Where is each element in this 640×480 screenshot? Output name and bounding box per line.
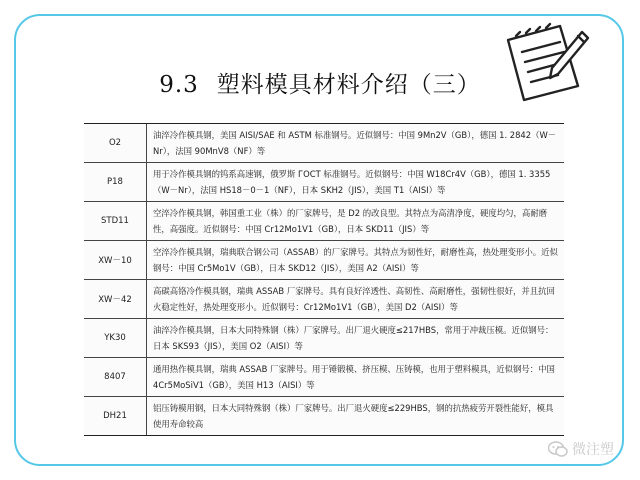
material-description: 铝压铸模用钢，日本大同特殊钢（株）厂家牌号。出厂退火硬度≤229HBS，钢的抗热疲劳开裂性能好，模具使用寿命较高 bbox=[153, 403, 554, 429]
material-code: O2 bbox=[84, 124, 147, 162]
watermark-text: 微注塑 bbox=[572, 442, 614, 458]
table-row bbox=[84, 163, 564, 202]
material-code: STD11 bbox=[84, 202, 147, 240]
material-description: 通用热作模具钢，瑞典 ASSAB 厂家牌号。用于锤锻模、挤压模、压铸模，也用于塑料模具，近似钢号：中国 4Cr5MoSiV1（GB），美国 H13（AISI）等 bbox=[153, 364, 555, 390]
title-text: 塑料模具材料介绍（三） bbox=[216, 72, 481, 98]
watermark bbox=[548, 439, 614, 459]
table-row bbox=[84, 124, 564, 163]
material-code: XW－10 bbox=[84, 241, 147, 279]
material-description: 高碳高铬冷作模具钢，瑞典 ASSAB 厂家牌号。具有良好淬透性、高韧性、高耐磨性，强韧性很好，并且抗回火稳定性好，热处理变形小。近似钢号：Cr12Mo1V1（GB），美国 D2（AISI）等 bbox=[153, 286, 555, 312]
table-row bbox=[84, 358, 564, 397]
table-row bbox=[84, 280, 564, 319]
material-description: 油淬冷作模具钢，美国 AISI/SAE 和 ASTM 标准钢号。近似钢号：中国 9Mn2V（GB），德国 1. 2842（W－Nr），法国 90MnV8（NF）等 bbox=[153, 130, 557, 156]
material-code: 8407 bbox=[84, 358, 147, 396]
notepad-pen-icon bbox=[498, 20, 592, 104]
wechat-icon bbox=[548, 441, 568, 458]
material-code: YK30 bbox=[84, 319, 147, 357]
materials-table bbox=[84, 123, 564, 436]
table-row bbox=[84, 319, 564, 358]
material-code: P18 bbox=[84, 163, 147, 201]
material-code: DH21 bbox=[84, 397, 147, 435]
material-code: XW－42 bbox=[84, 280, 147, 318]
table-row bbox=[84, 202, 564, 241]
table-row bbox=[84, 397, 564, 435]
material-description: 用于冷作模具钢的钨系高速钢，俄罗斯 ГОСТ 标准钢号。近似钢号：中国 W18Cr4V（GB），德国 1. 3355（W－Nr），法国 HS18－0－1（NF），日本 SKH2（JIS），美国 T1（AISI）等 bbox=[153, 169, 551, 195]
table-row bbox=[84, 241, 564, 280]
title-number: 9.3 bbox=[159, 72, 199, 98]
material-description: 空淬冷作模具钢，韩国重工业（株）的厂家牌号，是 D2 的改良型。其特点为高清净度，硬度均匀，高耐磨性，高强度。近似钢号：中国 Cr12Mo1V1（GB），日本 SKD11（JIS）等 bbox=[153, 208, 547, 234]
material-description: 油淬冷作模具钢，日本大同特殊钢（株）厂家牌号。出厂退火硬度≤217HBS，常用于冲裁压模。近似钢号：日本 SKS93（JIS），美国 O2（AISI）等 bbox=[153, 325, 554, 351]
material-description: 空淬冷作模具钢，瑞典联合钢公司（ASSAB）的厂家牌号。其特点为韧性好，耐磨性高，热处理变形小。近似钢号：中国 Cr5Mo1V（GB），日本 SKD12（JIS），美国 A2（AISI）等 bbox=[153, 247, 558, 273]
